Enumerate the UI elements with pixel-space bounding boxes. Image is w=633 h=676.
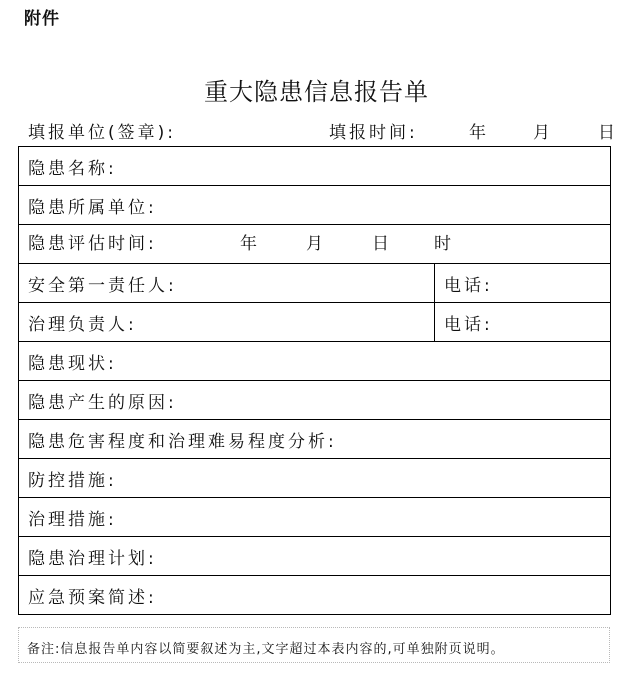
assess-time-label: 隐患评估时间: bbox=[28, 234, 157, 254]
plan-field[interactable]: 隐患治理计划: bbox=[19, 537, 611, 576]
govern-person-field[interactable]: 治理负责人: bbox=[19, 303, 435, 342]
table-row bbox=[19, 420, 611, 459]
hazard-name-field[interactable]: 隐患名称: bbox=[19, 147, 611, 186]
table-row bbox=[19, 576, 611, 615]
prevention-field[interactable]: 防控措施: bbox=[19, 459, 611, 498]
cause-field[interactable]: 隐患产生的原因: bbox=[19, 381, 611, 420]
assess-month: 月 bbox=[306, 234, 326, 254]
table-row bbox=[19, 498, 611, 537]
attachment-label: 附件 bbox=[24, 9, 60, 29]
fill-day: 日 bbox=[598, 123, 618, 143]
govern-phone-field[interactable]: 电话: bbox=[435, 303, 611, 342]
assess-hour: 时 bbox=[434, 234, 454, 254]
fill-month: 月 bbox=[533, 123, 553, 143]
table-row bbox=[19, 381, 611, 420]
table-row bbox=[19, 537, 611, 576]
analysis-field[interactable]: 隐患危害程度和治理难易程度分析: bbox=[19, 420, 611, 459]
assess-day: 日 bbox=[372, 234, 392, 254]
table-row bbox=[19, 225, 611, 264]
page-title: 重大隐患信息报告单 bbox=[204, 78, 429, 106]
status-field[interactable]: 隐患现状: bbox=[19, 342, 611, 381]
table-row bbox=[19, 303, 611, 342]
report-form-table bbox=[18, 146, 611, 615]
fill-year: 年 bbox=[469, 123, 489, 143]
governance-field[interactable]: 治理措施: bbox=[19, 498, 611, 537]
hazard-unit-field[interactable]: 隐患所属单位: bbox=[19, 186, 611, 225]
table-row bbox=[19, 342, 611, 381]
table-row bbox=[19, 147, 611, 186]
remark-note: 备注:信息报告单内容以简要叙述为主,文字超过本表内容的,可单独附页说明。 bbox=[18, 627, 610, 663]
emergency-field[interactable]: 应急预案简述: bbox=[19, 576, 611, 615]
table-row bbox=[19, 264, 611, 303]
assess-time-field[interactable] bbox=[19, 225, 611, 264]
safety-person-field[interactable]: 安全第一责任人: bbox=[19, 264, 435, 303]
table-row bbox=[19, 459, 611, 498]
fill-unit-label: 填报单位(签章): bbox=[28, 123, 176, 143]
safety-phone-field[interactable]: 电话: bbox=[435, 264, 611, 303]
table-row bbox=[19, 186, 611, 225]
fill-info-row bbox=[28, 118, 633, 142]
fill-time-label: 填报时间: bbox=[329, 123, 418, 143]
assess-year: 年 bbox=[240, 234, 260, 254]
